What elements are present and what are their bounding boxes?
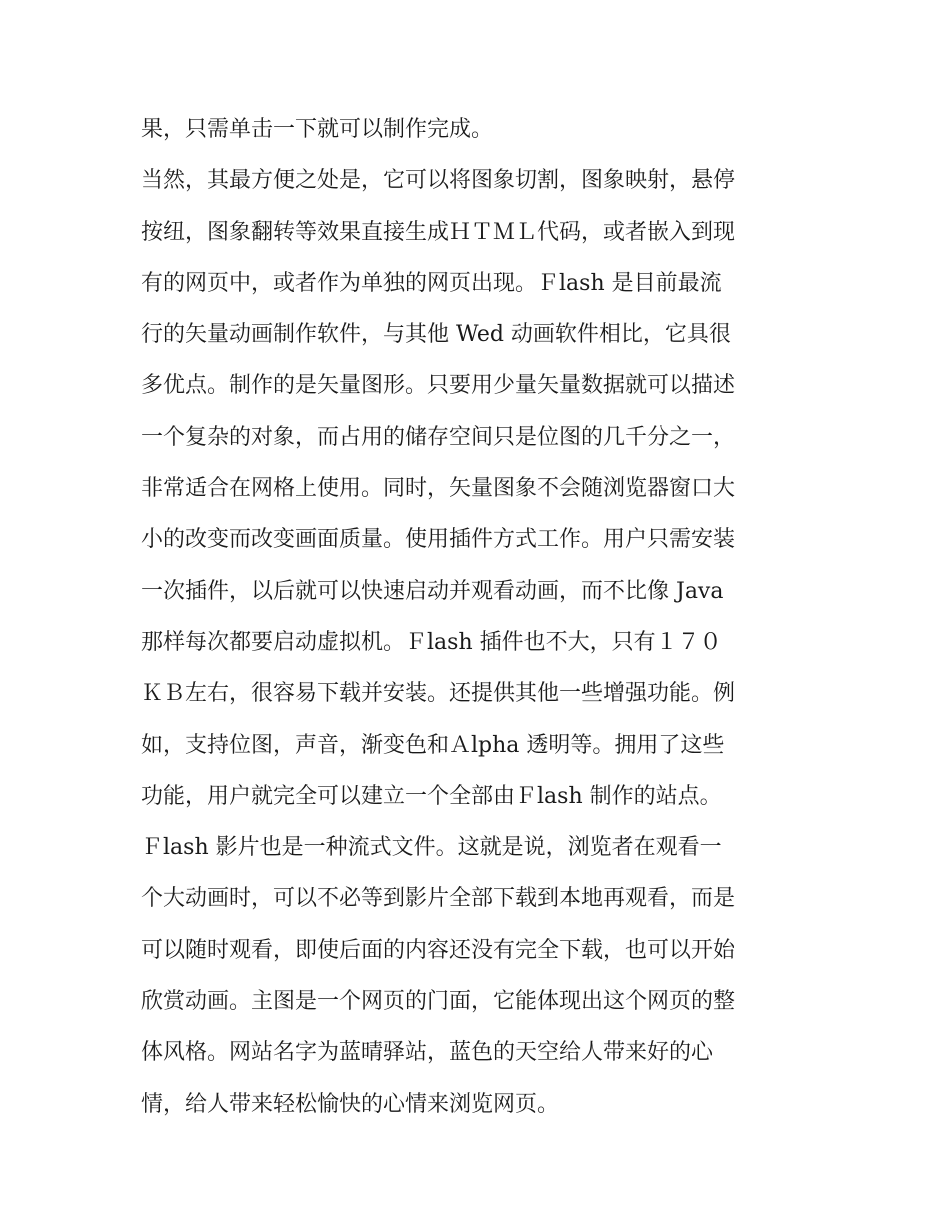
text-line: ＫＢ左右，很容易下载并安装。还提供其他一些增强功能。例 [141,681,736,707]
text-line: 情，给人带来轻松愉快的心情来浏览网页。 [141,1091,560,1117]
text-line: 一次插件，以后就可以快速启动并观看动画，而不比像 Java [141,578,724,604]
text-line: 当然，其最方便之处是，它可以将图象切割，图象映射，悬停 [141,168,736,194]
text-line: 欣赏动画。主图是一个网页的门面，它能体现出这个网页的整 [141,989,736,1015]
text-line: 功能，用户就完全可以建立一个全部由Ｆlash 制作的站点。 [141,783,722,809]
text-line: 那样每次都要启动虚拟机。Ｆlash 插件也不大，只有１７０ [141,629,722,655]
text-line: 小的改变而改变画面质量。使用插件方式工作。用户只需安装 [141,527,736,553]
text-line: 如，支持位图，声音，渐变色和Ａlpha 透明等。拥用了这些 [141,732,725,758]
body-text [141,104,821,1130]
text-line: 有的网页中，或者作为单独的网页出现。Ｆlash 是目前最流 [141,270,722,296]
text-line: 按纽，图象翻转等效果直接生成ＨＴＭＬ代码，或者嵌入到现 [141,219,736,245]
text-line: 行的矢量动画制作软件，与其他 Wed 动画软件相比，它具很 [141,322,731,348]
text-line: 可以随时观看，即使后面的内容还没有完全下载，也可以开始 [141,937,736,963]
text-line: 果，只需单击一下就可以制作完成。 [141,117,494,142]
text-line: 个大动画时，可以不必等到影片全部下载到本地再观看，而是 [141,886,736,912]
text-line: 非常适合在网格上使用。同时，矢量图象不会随浏览器窗口大 [141,476,736,502]
text-line: 多优点。制作的是矢量图形。只要用少量矢量数据就可以描述 [141,373,736,399]
text-line: Ｆlash 影片也是一种流式文件。这就是说，浏览者在观看一 [141,835,722,861]
text-line: 体风格。网站名字为蓝晴驿站，蓝色的天空给人带来好的心 [141,1040,714,1066]
text-line: 一个复杂的对象，而占用的储存空间只是位图的几千分之一， [141,424,736,450]
